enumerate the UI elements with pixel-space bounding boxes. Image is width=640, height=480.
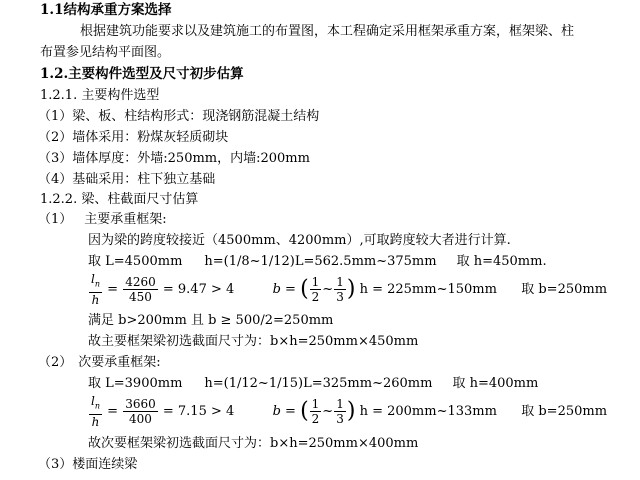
b-fraction-2: $\frac{1}{3}$ <box>336 397 344 426</box>
b-label: b = <box>272 282 296 297</box>
main-frame-height-range: h=(1/8~1/12)L=562.5mm~375mm <box>204 254 437 269</box>
main-frame-title: 主要承重框架: <box>84 212 167 227</box>
main-frame-conclusion: 故主要框架梁初选截面尺寸为：b×h=250mm×450mm <box>88 334 419 349</box>
b-fraction-1: $\frac{1}{2}$ <box>311 397 320 426</box>
floor-beam-heading: （3）楼面连续梁 <box>38 457 138 472</box>
b-label: b = <box>272 404 296 419</box>
b-fraction-2: $\frac{1}{3}$ <box>336 275 344 304</box>
lhs-fraction: $\frac{l_n}{h}$ <box>91 394 100 429</box>
secondary-frame-conclusion: 故次要框架梁初选截面尺寸为：b×h=250mm×400mm <box>88 436 419 451</box>
main-frame-span-value: 取 L=4500mm <box>88 254 183 269</box>
b-take: 取 b=250mm <box>521 404 608 419</box>
secondary-frame-height-take: 取 h=400mm <box>452 376 539 391</box>
main-frame-height-take: 取 h=450mm. <box>456 254 547 269</box>
section-1-1-body-line2: 布置参见结构平面图。 <box>40 45 171 60</box>
lhs-fraction: $\frac{l_n}{h}$ <box>91 272 100 307</box>
main-frame-satisfy: 满足 b>200mm 且 b ≥ 500/2=250mm <box>88 313 334 328</box>
list-item: （4）基础采用：柱下独立基础 <box>38 172 216 187</box>
list-item: （3）墙体厚度：外墙:250mm，内墙:200mm <box>38 151 310 166</box>
list-item: （1）梁、板、柱结构形式：现浇钢筋混凝土结构 <box>38 109 320 124</box>
section-1-2-2-title: 1.2.2. 梁、柱截面尺寸估算 <box>40 192 199 207</box>
b-fraction-1: $\frac{1}{2}$ <box>311 275 320 304</box>
section-1-1-title: 1.1结构承重方案选择 <box>40 2 172 18</box>
section-1-2-title: 1.2.主要构件选型及尺寸初步估算 <box>40 66 244 82</box>
secondary-frame-title: 次要承重框架: <box>78 355 161 370</box>
ratio-fraction: $\frac{3660}{400}$ <box>125 397 156 426</box>
section-1-1-body-line1: 根据建筑功能要求以及建筑施工的布置图，本工程确定采用框架承重方案，框架梁、柱 <box>80 24 575 39</box>
b-result: h = 225mm~150mm <box>359 282 497 297</box>
secondary-frame-number: （2） <box>38 355 73 370</box>
secondary-frame-heading <box>38 353 161 373</box>
ratio-result: = 7.15 > 4 <box>162 404 235 419</box>
main-frame-formula-row: $\frac{l_n}{h}$ = $\frac{4260}{450}$ = 9.47 > 4 b = ( $\frac{1}{2}$ ~ $\frac{1}{3}$ ) h = 225mm~150mm 取 b=250mm <box>91 272 608 307</box>
main-frame-span-row <box>88 252 547 272</box>
main-frame-number: （1） <box>38 212 73 227</box>
secondary-frame-span-row <box>88 374 538 394</box>
b-take: 取 b=250mm <box>521 282 608 297</box>
ratio-result: = 9.47 > 4 <box>162 282 235 297</box>
secondary-frame-span-value: 取 L=3900mm <box>88 376 183 391</box>
list-item: （2）墙体采用：粉煤灰轻质砌块 <box>38 130 229 145</box>
main-frame-span-note: 因为梁的跨度较接近（4500mm、4200mm）,可取跨度较大者进行计算. <box>88 233 511 248</box>
main-frame-heading <box>38 210 167 230</box>
secondary-frame-formula-row: $\frac{l_n}{h}$ = $\frac{3660}{400}$ = 7.15 > 4 b = ( $\frac{1}{2}$ ~ $\frac{1}{3}$ ) h = 200mm~133mm 取 b=250mm <box>91 394 608 429</box>
ratio-fraction: $\frac{4260}{450}$ <box>125 275 156 304</box>
section-1-2-1-title: 1.2.1. 主要构件选型 <box>40 88 160 103</box>
b-result: h = 200mm~133mm <box>359 404 497 419</box>
secondary-frame-height-range: h=(1/12~1/15)L=325mm~260mm <box>204 376 433 391</box>
